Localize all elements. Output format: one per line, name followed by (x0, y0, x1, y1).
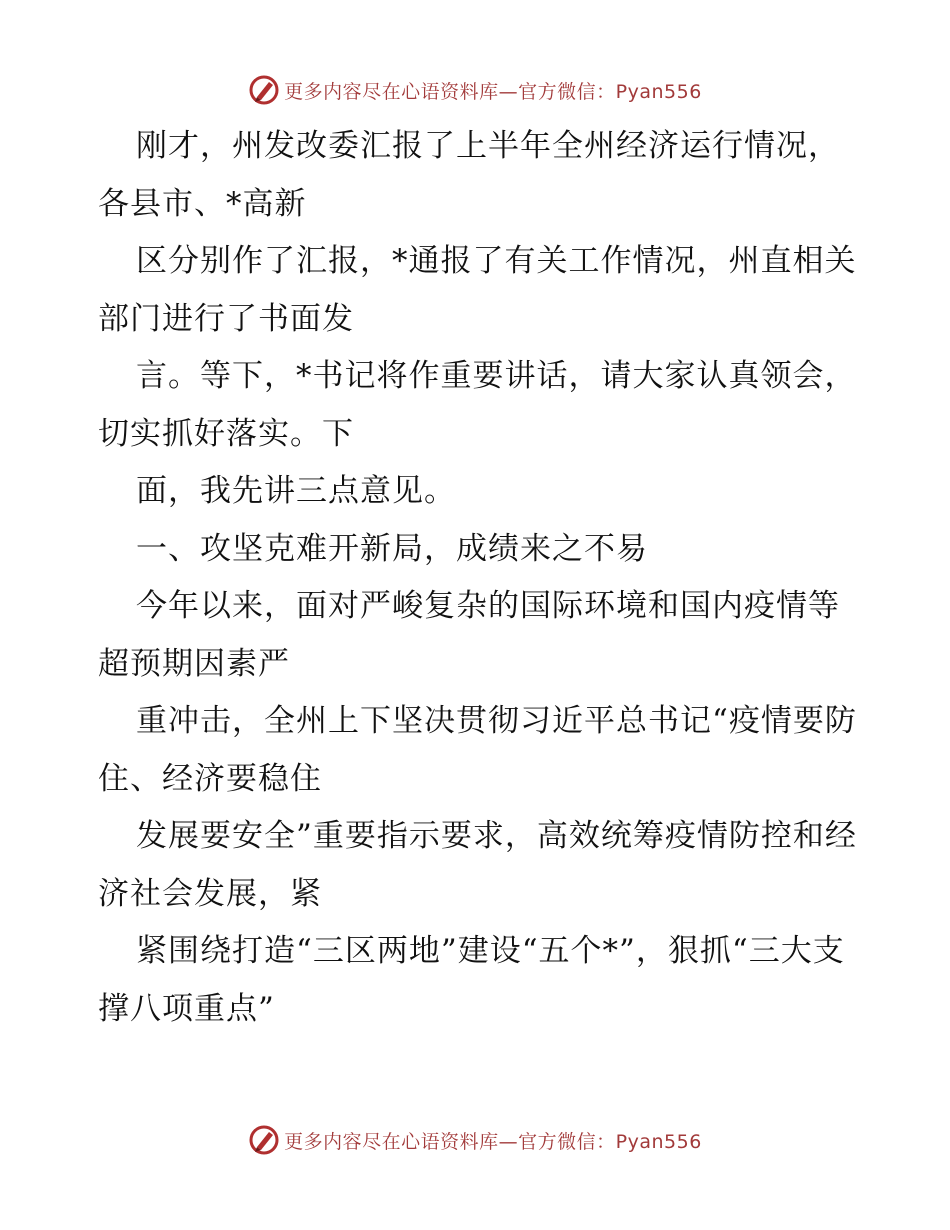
paragraph: 面，我先讲三点意见。 (136, 473, 456, 509)
header-banner (0, 70, 950, 110)
pen-circle-logo-icon (248, 1124, 280, 1156)
section-heading: 一、攻坚克难开新局，成绩来之不易 (136, 530, 648, 567)
paragraph: 发展要安全”重要指示要求，高效统筹疫情防控和经济社会发展，紧 (98, 818, 857, 912)
paragraph: 刚才，州发改委汇报了上半年全州经济运行情况，各县市、*高新 (98, 128, 840, 222)
paragraph: 重冲击，全州上下坚决贯彻习近平总书记“疫情要防住、经济要稳住 (98, 703, 857, 797)
paragraph: 紧围绕打造“三区两地”建设“五个*”，狠抓“三大支撑八项重点” (98, 933, 845, 1027)
paragraph: 言。等下，*书记将作重要讲话，请大家认真领会，切实抓好落实。下 (98, 358, 857, 452)
paragraph: 区分别作了汇报，*通报了有关工作情况，州直相关部门进行了书面发 (98, 243, 857, 337)
header-banner-text: 更多内容尽在心语资料库—官方微信：Pyan556 (284, 80, 702, 103)
document-body (98, 118, 858, 1038)
paragraph: 今年以来，面对严峻复杂的国际环境和国内疫情等超预期因素严 (98, 588, 840, 682)
footer-banner (0, 1120, 950, 1160)
pen-circle-logo-icon (248, 74, 280, 106)
footer-banner-text: 更多内容尽在心语资料库—官方微信：Pyan556 (284, 1130, 702, 1153)
